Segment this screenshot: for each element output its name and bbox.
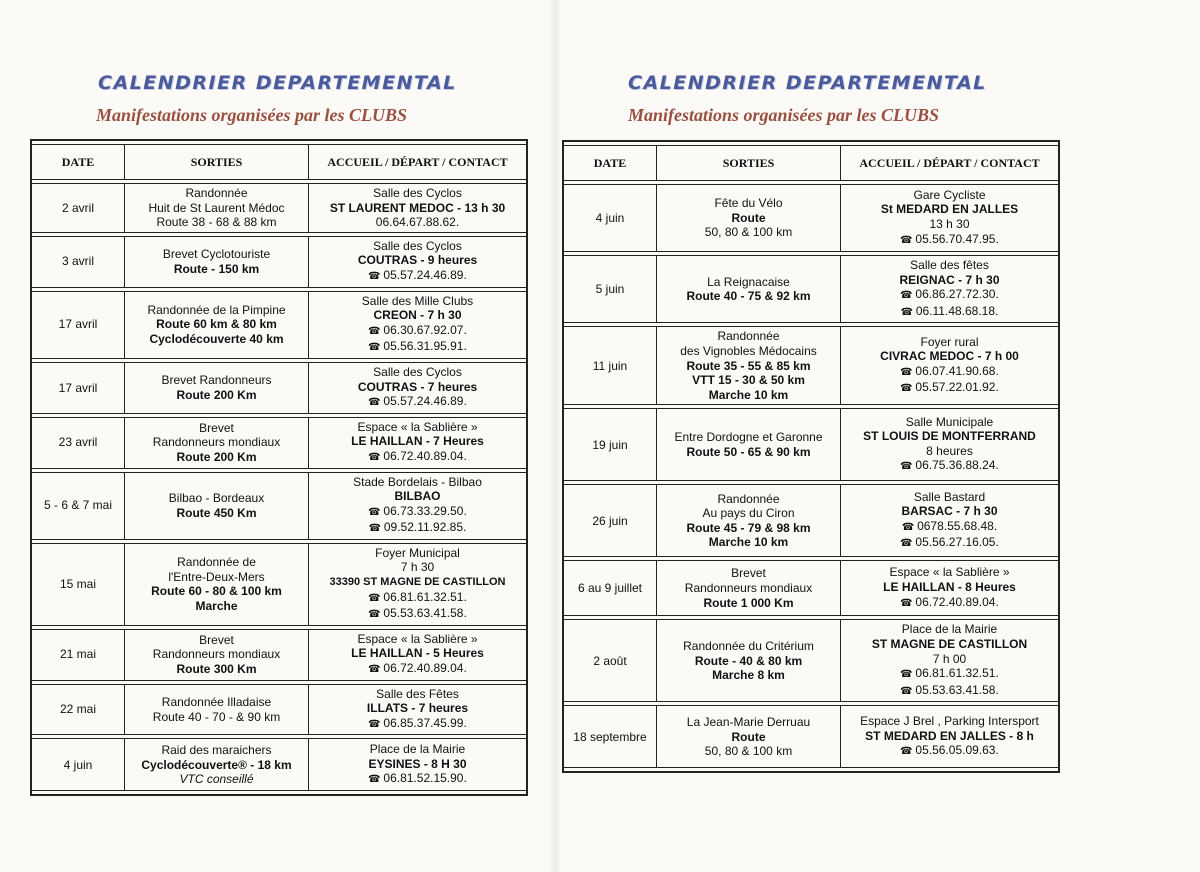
header-sorties: SORTIES: [656, 145, 840, 181]
accueil-line: LE HAILLAN - 8 Heures: [883, 580, 1016, 595]
sorties-line: Marche 8 km: [712, 668, 785, 683]
page-title: CALENDRIER DEPARTEMENTAL: [98, 72, 457, 94]
page-title: CALENDRIER DEPARTEMENTAL: [628, 72, 987, 94]
row-date: 18 septembre: [564, 705, 656, 768]
sorties-line: VTC conseillé: [179, 772, 254, 787]
sorties-line: Brevet: [199, 632, 234, 647]
row-accueil: [840, 184, 1058, 252]
row-date: 23 avril: [32, 417, 124, 469]
accueil-line: Salle des Cyclos: [373, 186, 462, 200]
row-accueil: [308, 629, 526, 681]
row-date: 4 juin: [32, 738, 124, 791]
accueil-line: Salle des Mille Clubs: [361, 293, 474, 308]
sorties-line: Route 450 Km: [176, 505, 257, 520]
phone-number: ☎ 06.72.40.89.04.: [844, 595, 1055, 612]
phone-number: ☎ 05.53.63.41.58.: [844, 683, 1055, 700]
row-sorties: [124, 362, 308, 414]
sorties-line: Route 1 000 Km: [703, 595, 794, 610]
row-accueil: [840, 326, 1058, 405]
phone-number: ☎ 06.11.48.68.18.: [844, 304, 1055, 321]
table-header-row: [564, 145, 1058, 181]
row-accueil: [308, 236, 526, 288]
accueil-line: ST LAURENT MEDOC - 13 h 30: [329, 200, 506, 215]
row-sorties: [656, 705, 840, 768]
row-sorties: [656, 255, 840, 323]
accueil-line: COUTRAS - 7 heures: [357, 379, 478, 394]
phone-number: ☎ 09.52.11.92.85.: [312, 520, 523, 537]
sorties-line: 50, 80 & 100 km: [704, 744, 793, 759]
sorties-line: Route: [731, 210, 766, 225]
table-row: [32, 543, 526, 626]
row-sorties: [124, 738, 308, 791]
table-row: [564, 326, 1058, 405]
accueil-line: REIGNAC - 7 h 30: [899, 272, 1000, 287]
row-sorties: [124, 417, 308, 469]
accueil-line: Place de la Mairie: [901, 622, 998, 637]
accueil-line: EYSINES - 8 H 30: [368, 756, 467, 771]
row-date: 4 juin: [564, 184, 656, 252]
phone-number: ☎ 05.56.05.09.63.: [844, 743, 1055, 760]
phone-number: ☎ 05.53.63.41.58.: [312, 606, 523, 623]
row-sorties: [124, 543, 308, 626]
row-date: 21 mai: [32, 629, 124, 681]
table-row: [32, 291, 526, 359]
accueil-line: LE HAILLAN - 7 Heures: [351, 434, 484, 449]
sorties-line: Randonneurs mondiaux: [152, 647, 281, 662]
sorties-line: Randonnée Illadaise: [161, 694, 272, 709]
row-sorties: [656, 619, 840, 702]
calendar-rows: [564, 184, 1058, 768]
sorties-line: Route 40 - 75 & 92 km: [686, 289, 811, 304]
calendar-rows: [32, 183, 526, 791]
accueil-line: 7 h 00: [932, 651, 967, 666]
table-row: [564, 184, 1058, 252]
row-accueil: [308, 362, 526, 414]
table-header-row: [32, 144, 526, 180]
row-sorties: [124, 684, 308, 736]
accueil-line: Espace J Brel , Parking Intersport: [860, 713, 1039, 728]
row-sorties: [656, 184, 840, 252]
header-sorties: SORTIES: [124, 144, 308, 180]
table-row: [564, 484, 1058, 557]
accueil-line: Stade Bordelais - Bilbao: [353, 474, 482, 489]
row-date: 15 mai: [32, 543, 124, 626]
accueil-line: 8 heures: [926, 443, 973, 458]
accueil-line: ST MEDARD EN JALLES - 8 h: [865, 728, 1034, 743]
row-sorties: [124, 629, 308, 681]
row-sorties: [656, 560, 840, 616]
row-accueil: [308, 543, 526, 626]
sorties-line: Randonneurs mondiaux: [684, 581, 813, 596]
table-row: [32, 183, 526, 233]
sorties-line: Route - 150 km: [173, 261, 260, 276]
row-sorties: [124, 472, 308, 540]
phone-number: ☎ 05.57.22.01.92.: [844, 380, 1055, 397]
accueil-line: Foyer Municipal: [375, 545, 460, 560]
phone-number: ☎ 06.81.61.32.51.: [844, 666, 1055, 683]
row-sorties: [124, 236, 308, 288]
page-subtitle: Manifestations organisées par les CLUBS: [96, 105, 408, 125]
accueil-line: Salle des fêtes: [910, 258, 989, 272]
phone-number: ☎ 06.73.33.29.50.: [312, 504, 523, 521]
accueil-line: Salle Municipale: [905, 414, 994, 429]
phone-number: ☎ 06.30.67.92.07.: [312, 323, 523, 340]
sorties-line: Route 35 - 55 & 85 km: [686, 358, 811, 373]
sorties-line: des Vignobles Médocains: [680, 343, 817, 358]
sorties-line: La Reignacaise: [707, 274, 790, 289]
table-row: [564, 560, 1058, 616]
row-accueil: [840, 619, 1058, 702]
phone-number: ☎ 05.56.70.47.95.: [844, 232, 1055, 249]
sorties-line: Fête du Vélo: [714, 196, 783, 211]
sorties-line: Route 60 km & 80 km: [156, 317, 277, 332]
sorties-line: La Jean-Marie Derruau: [686, 714, 811, 729]
accueil-line: CIVRAC MEDOC - 7 h 00: [880, 349, 1019, 364]
phone-number: ☎ 05.56.27.16.05.: [844, 535, 1055, 552]
row-date: 5 - 6 & 7 mai: [32, 472, 124, 540]
phone-number: ☎ 06.86.27.72.30.: [844, 287, 1055, 304]
sorties-line: Randonnée de: [177, 555, 256, 570]
phone-number: ☎ 05.57.24.46.89.: [312, 394, 523, 411]
accueil-line: COUTRAS - 9 heures: [357, 253, 478, 268]
sorties-line: l'Entre-Deux-Mers: [168, 569, 265, 584]
row-date: 11 juin: [564, 326, 656, 405]
row-accueil: [308, 472, 526, 540]
sorties-line: Randonnée du Critérium: [683, 638, 814, 653]
table-row: [32, 472, 526, 540]
sorties-line: Cyclodécouverte® - 18 km: [141, 757, 292, 772]
phone-number: ☎ 06.07.41.90.68.: [844, 364, 1055, 381]
phone-number: ☎ 0678.55.68.48.: [844, 519, 1055, 536]
accueil-line: CREON - 7 h 30: [373, 308, 462, 323]
row-sorties: [124, 291, 308, 359]
accueil-line: Espace « la Sablière »: [357, 419, 478, 434]
sorties-line: Route 50 - 65 & 90 km: [686, 444, 811, 459]
phone-number: ☎ 06.75.36.88.24.: [844, 458, 1055, 475]
row-date: 22 mai: [32, 684, 124, 736]
phone-number: ☎ 06.85.37.45.99.: [312, 716, 523, 733]
sorties-line: Cyclodécouverte 40 km: [149, 332, 284, 347]
sorties-line: Route 300 Km: [176, 662, 257, 677]
row-accueil: [840, 705, 1058, 768]
row-accueil: [308, 183, 526, 233]
accueil-line: Salle des Fêtes: [376, 686, 459, 701]
sorties-line: Route 200 Km: [176, 387, 257, 402]
accueil-line: ST MAGNE DE CASTILLON: [871, 636, 1028, 651]
sorties-line: Bilbao - Bordeaux: [168, 491, 265, 506]
phone-number: ☎ 06.81.61.32.51.: [312, 590, 523, 607]
sorties-line: Route 40 - 70 - & 90 km: [152, 709, 281, 724]
sorties-line: Huit de St Laurent Médoc: [148, 200, 285, 215]
row-accueil: [308, 684, 526, 736]
row-sorties: [656, 326, 840, 405]
accueil-line: LE HAILLAN - 5 Heures: [351, 646, 484, 661]
page-subtitle: Manifestations organisées par les CLUBS: [628, 105, 940, 125]
row-sorties: [124, 183, 308, 233]
table-row: [32, 417, 526, 469]
phone-number: ☎ 06.72.40.89.04.: [312, 449, 523, 466]
sorties-line: Randonnée de la Pimpine: [147, 302, 286, 317]
sorties-line: VTT 15 - 30 & 50 km: [692, 373, 805, 388]
row-accueil: [308, 417, 526, 469]
accueil-line: BARSAC - 7 h 30: [901, 504, 998, 519]
sorties-line: Route 60 - 80 & 100 km: [151, 584, 282, 599]
accueil-line: 7 h 30: [400, 560, 435, 575]
row-date: 17 avril: [32, 362, 124, 414]
sorties-line: Brevet: [199, 420, 234, 435]
row-date: 6 au 9 juillet: [564, 560, 656, 616]
sorties-line: Randonnée: [185, 186, 248, 200]
accueil-line: Salle des Cyclos: [373, 238, 462, 253]
sorties-line: 50, 80 & 100 km: [704, 225, 793, 240]
accueil-line: 13 h 30: [929, 217, 970, 231]
accueil-line: Foyer rural: [920, 334, 979, 349]
header-date: DATE: [32, 144, 124, 180]
row-accueil: [840, 408, 1058, 481]
table-row: [32, 362, 526, 414]
table-row: [32, 738, 526, 791]
row-accueil: [308, 738, 526, 791]
sorties-line: Brevet Randonneurs: [161, 373, 272, 388]
sorties-line: Randonnée: [717, 329, 780, 344]
accueil-line: ILLATS - 7 heures: [366, 701, 469, 716]
sorties-line: Route 45 - 79 & 98 km: [686, 520, 811, 535]
accueil-line: Salle Bastard: [913, 489, 986, 504]
table-row: [564, 705, 1058, 768]
sorties-line: Randonneurs mondiaux: [152, 435, 281, 450]
row-date: 17 avril: [32, 291, 124, 359]
sorties-line: Route - 40 & 80 km: [694, 653, 803, 668]
sorties-line: Marche 10 km: [708, 387, 789, 402]
table-row: [32, 629, 526, 681]
table-row: [564, 408, 1058, 481]
row-date: 2 avril: [32, 183, 124, 233]
sorties-line: Entre Dordogne et Garonne: [674, 430, 823, 445]
sorties-line: Brevet: [731, 566, 766, 581]
calendar-table: [30, 139, 528, 796]
accueil-line: Espace « la Sablière »: [357, 631, 478, 646]
row-date: 26 juin: [564, 484, 656, 557]
table-row: [564, 619, 1058, 702]
phone-number: ☎ 05.56.31.95.91.: [312, 339, 523, 356]
phone-number: ☎ 06.72.40.89.04.: [312, 661, 523, 678]
sorties-line: Route 38 - 68 & 88 km: [156, 215, 277, 230]
phone-number: ☎ 05.57.24.46.89.: [312, 268, 523, 285]
table-row: [32, 236, 526, 288]
calendar-table: [562, 140, 1060, 773]
accueil-line: 06.64.67.88.62.: [375, 215, 460, 230]
accueil-line: 33390 ST MAGNE DE CASTILLON: [329, 576, 506, 589]
table-row: [32, 684, 526, 736]
row-accueil: [308, 291, 526, 359]
accueil-line: Gare Cycliste: [913, 187, 986, 202]
sorties-line: Au pays du Ciron: [702, 506, 795, 521]
row-accueil: [840, 255, 1058, 323]
header-accueil: ACCUEIL / DÉPART / CONTACT: [840, 145, 1058, 181]
sorties-line: Marche: [195, 598, 238, 613]
accueil-line: BILBAO: [394, 489, 441, 504]
table-row: [564, 255, 1058, 323]
sorties-line: Route 200 Km: [176, 449, 257, 464]
accueil-line: Salle des Cyclos: [373, 364, 462, 379]
row-date: 2 août: [564, 619, 656, 702]
page-fold: [548, 0, 562, 872]
sorties-line: Randonnée: [717, 491, 780, 506]
accueil-line: St MEDARD EN JALLES: [880, 202, 1019, 217]
row-accueil: [840, 560, 1058, 616]
phone-number: ☎ 06.81.52.15.90.: [312, 771, 523, 788]
row-sorties: [656, 408, 840, 481]
accueil-line: ST LOUIS DE MONTFERRAND: [863, 429, 1036, 444]
row-accueil: [840, 484, 1058, 557]
sorties-line: Raid des maraichers: [161, 743, 272, 758]
sorties-line: Route: [731, 729, 766, 744]
sorties-line: Marche 10 km: [708, 535, 789, 550]
header-accueil: ACCUEIL / DÉPART / CONTACT: [308, 144, 526, 180]
sorties-line: Brevet Cyclotouriste: [162, 247, 271, 262]
row-date: 5 juin: [564, 255, 656, 323]
row-date: 3 avril: [32, 236, 124, 288]
accueil-line: Espace « la Sablière »: [889, 565, 1010, 580]
row-date: 19 juin: [564, 408, 656, 481]
row-sorties: [656, 484, 840, 557]
header-date: DATE: [564, 145, 656, 181]
accueil-line: Place de la Mairie: [369, 742, 466, 757]
